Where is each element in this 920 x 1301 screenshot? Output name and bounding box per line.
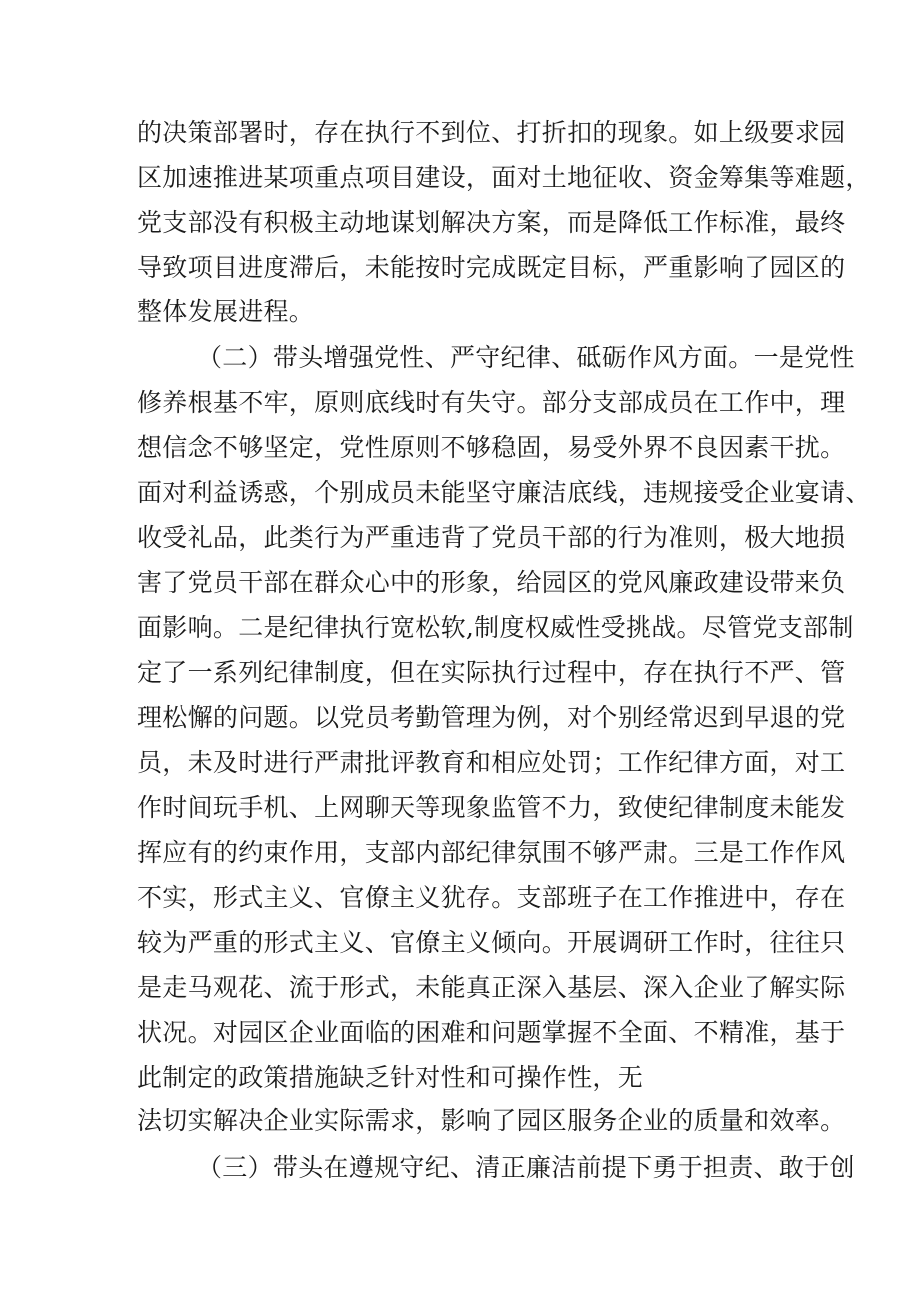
text-line: 面影响。二是纪律执行宽松软,制度权威性受挑战。尽管党支部制: [137, 613, 854, 642]
text-line: 定了一系列纪律制度，但在实际执行过程中，存在执行不严、管: [137, 658, 846, 687]
text-line: 面对利益诱惑，个别成员未能坚守廉洁底线，违规接受企业宴请、: [137, 478, 871, 507]
text-line: 的决策部署时，存在执行不到位、打折扣的现象。如上级要求园: [137, 118, 846, 147]
text-line: 导致项目进度滞后，未能按时完成既定目标，严重影响了园区的: [137, 253, 846, 282]
section-heading-3: （三）带头在遵规守纪、清正廉洁前提下勇于担责、敢于创: [197, 1153, 855, 1182]
text-line: 党支部没有积极主动地谋划解决方案，而是降低工作标准，最终: [137, 208, 846, 237]
text-line: 理松懈的问题。以党员考勤管理为例，对个别经常迟到早退的党: [137, 703, 846, 732]
text-line: 害了党员干部在群众心中的形象，给园区的党风廉政建设带来负: [137, 568, 846, 597]
text-line: 是走马观花、流于形式，未能真正深入基层、深入企业了解实际: [137, 973, 846, 1002]
text-line: 状况。对园区企业面临的困难和问题掌握不全面、不精准，基于: [137, 1018, 846, 1047]
text-line: 此制定的政策措施缺乏针对性和可操作性，无: [137, 1063, 644, 1092]
text-line: 员，未及时进行严肃批评教育和相应处罚；工作纪律方面，对工: [137, 748, 846, 777]
text-line: 挥应有的约束作用，支部内部纪律氛围不够严肃。三是工作作风: [137, 838, 846, 867]
text-line: 整体发展进程。: [137, 297, 315, 326]
text-line: 收受礼品，此类行为严重违背了党员干部的行为准则，极大地损: [137, 523, 846, 552]
text-line: 不实，形式主义、官僚主义犹存。支部班子在工作推进中，存在: [137, 883, 846, 912]
section-heading-2: （二）带头增强党性、严守纪律、砥砺作风方面。一是党性: [197, 343, 855, 372]
text-line: 区加速推进某项重点项目建设，面对土地征收、资金筹集等难题，: [137, 163, 871, 192]
text-line: 较为严重的形式主义、官僚主义倾向。开展调研工作时，往往只: [137, 928, 846, 957]
text-line: 法切实解决企业实际需求，影响了园区服务企业的质量和效率。: [137, 1106, 846, 1135]
text-line: 想信念不够坚定，党性原则不够稳固，易受外界不良因素干扰。: [137, 433, 846, 462]
text-line: 作时间玩手机、上网聊天等现象监管不力，致使纪律制度未能发: [137, 793, 846, 822]
text-line: 修养根基不牢，原则底线时有失守。部分支部成员在工作中，理: [137, 388, 846, 417]
